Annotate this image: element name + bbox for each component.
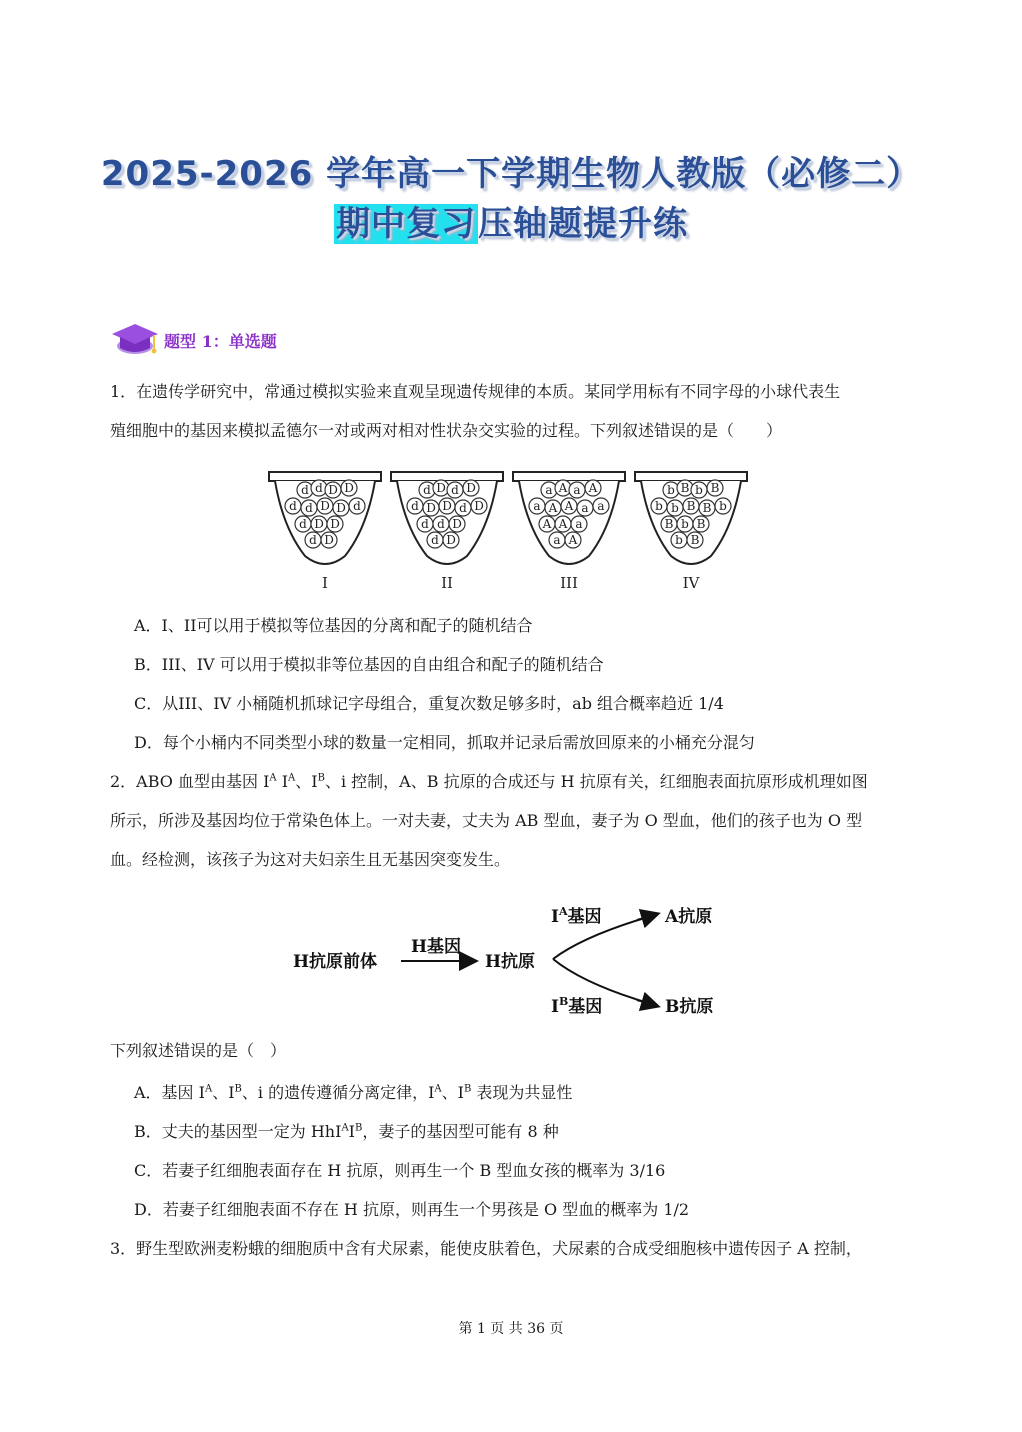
ball-letter: d	[451, 483, 459, 497]
q2-oa-c: 、i 的遗传遵循分离定律，I	[241, 1083, 435, 1102]
ball-letter: B	[710, 481, 720, 495]
q1-line2: 殖细胞中的基因来模拟孟德尔一对或两对相对性状杂交实验的过程。下列叙述错误的是（ ）	[110, 421, 783, 440]
ia-prefix: I	[551, 907, 559, 927]
bucket-lid	[269, 472, 381, 481]
q2-l1c: 、I	[295, 772, 318, 791]
page-title-line2	[0, 196, 1022, 245]
q3-line1: 3．野生型欧洲麦粉蛾的细胞质中含有犬尿素，能使皮肤着色，犬尿素的合成受细胞核中遗传因子 A 控制，	[110, 1239, 862, 1258]
ball-letter: a	[545, 483, 553, 497]
ia-suffix: 基因	[567, 907, 602, 927]
ball-letter: b	[695, 483, 703, 497]
page-footer: 第 1 页 共 36 页	[458, 1321, 564, 1337]
title-rest: 压轴题提升练	[478, 204, 688, 244]
q2-line1	[110, 771, 868, 793]
bucket-lid	[391, 472, 503, 481]
q2-oa-d: 、I	[441, 1083, 464, 1102]
bucket-label: IV	[682, 574, 700, 592]
ball-letter: d	[423, 483, 431, 497]
ball-letter: D	[442, 499, 452, 513]
bucket-lid	[635, 472, 747, 481]
branch-lines	[553, 915, 655, 1005]
q2-option-d: D．若妻子红细胞表面不存在 H 抗原，则再生一个男孩是 O 型血的概率为 1/2	[134, 1200, 690, 1219]
ball-letter: D	[474, 499, 484, 513]
section-label: 题型 1：单选题	[164, 331, 277, 351]
q2-ob-s2: B	[355, 1122, 363, 1134]
q1-option-c: C．从III、IV 小桶随机抓球记字母组合，重复次数足够多时，ab 组合概率趋近 1/4	[134, 694, 724, 713]
antigen-pathway-diagram	[285, 895, 745, 1025]
h-gene-label: H基因	[411, 937, 462, 957]
q2-ob-b: I	[348, 1122, 355, 1141]
q1-option-d: D．每个小桶内不同类型小球的数量一定相同，抓取并记录后需放回原来的小桶充分混匀	[134, 733, 755, 752]
ball-letter: d	[315, 481, 323, 495]
q2-sup2: A	[288, 772, 296, 784]
ball-letter: A	[588, 481, 598, 495]
ball-letter: b	[675, 533, 683, 547]
ball-letter: d	[309, 533, 317, 547]
bucket-1	[269, 472, 381, 592]
q2-sup3: B	[317, 772, 325, 784]
ball-letter: b	[655, 499, 663, 513]
ball-letter: D	[466, 481, 476, 495]
ia-sup: A	[558, 905, 568, 918]
q1-line1: 1．在遗传学研究中，常通过模拟实验来直观呈现遗传规律的本质。某同学用标有不同字母的小球代表生	[110, 382, 841, 401]
ball-letter: a	[573, 483, 581, 497]
ball-letter: a	[575, 517, 583, 531]
ball-letter: B	[664, 517, 674, 531]
ib-prefix: I	[551, 997, 559, 1017]
ball-letter: d	[437, 517, 445, 531]
graduation-cap-icon	[108, 320, 162, 360]
ball-letter: d	[289, 499, 297, 513]
ball-letter: A	[558, 481, 568, 495]
ball-letter: d	[431, 533, 439, 547]
bucket-lid	[513, 472, 625, 481]
q2-ob-c: ，妻子的基因型可能有 8 种	[362, 1122, 559, 1141]
section-header	[108, 318, 277, 362]
ball-letter: B	[690, 533, 700, 547]
ball-letter: A	[548, 501, 558, 515]
q2-oa-a: A．基因 I	[134, 1083, 205, 1102]
ball-letter: d	[411, 499, 419, 513]
ball-letter: B	[696, 517, 706, 531]
arrow-a	[637, 914, 657, 920]
q2-oa-s1: A	[204, 1083, 213, 1095]
q2-oa-e: 表现为共显性	[471, 1083, 573, 1102]
q1-option-b: B．III、IV 可以用于模拟非等位基因的自由组合和配子的随机结合	[134, 655, 604, 674]
q2-l1d: 、i 控制，A、B 抗原的合成还与 H 抗原有关，红细胞表面抗原形成机理如图	[324, 772, 868, 791]
title-highlight: 期中复习	[336, 204, 476, 244]
bucket-label: II	[441, 574, 453, 592]
q2-l1a: 2．ABO 血型由基因 I	[110, 772, 270, 791]
ball-letter: D	[336, 501, 346, 515]
a-antigen-label: A抗原	[665, 907, 713, 927]
ball-letter: D	[452, 517, 462, 531]
ball-letter: A	[542, 517, 552, 531]
ball-letter: B	[702, 501, 712, 515]
q2-oa-s3: A	[434, 1083, 442, 1095]
ball-letter: D	[344, 481, 354, 495]
q2-l1b: I	[276, 772, 289, 791]
ball-letter: b	[681, 517, 689, 531]
ia-gene-label	[551, 905, 602, 927]
q2-oa-s2: B	[234, 1083, 242, 1095]
ball-letter: D	[436, 481, 446, 495]
bucket-label: I	[322, 574, 328, 592]
q2-oa-b: 、I	[212, 1083, 235, 1102]
ib-suffix: 基因	[568, 997, 603, 1017]
bucket-figure	[265, 468, 765, 598]
bucket-2	[391, 472, 503, 592]
ball-letter: d	[305, 501, 313, 515]
ball-letter: A	[568, 533, 578, 547]
ball-letter: a	[553, 533, 561, 547]
q2-ob-s1: A	[341, 1122, 349, 1134]
bucket-label: III	[560, 574, 578, 592]
q1-option-a: A．I、II可以用于模拟等位基因的分离和配子的随机结合	[134, 616, 533, 635]
bucket-4	[635, 472, 747, 592]
ball-letter: b	[667, 483, 675, 497]
ball-letter: D	[324, 533, 334, 547]
q2-option-a	[134, 1082, 572, 1104]
page-title-line1: 2025-2026 学年高一下学期生物人教版（必修二）	[100, 154, 922, 194]
ball-letter: d	[299, 517, 307, 531]
ball-letter: D	[426, 501, 436, 515]
h-antigen-label: H抗原	[485, 952, 536, 972]
q2-option-b	[134, 1121, 559, 1143]
ball-letter: D	[320, 499, 330, 513]
ball-letter: A	[558, 517, 568, 531]
q2-prompt: 下列叙述错误的是（ ）	[110, 1041, 287, 1060]
ball-letter: a	[597, 499, 605, 513]
ball-letter: d	[301, 483, 309, 497]
b-antigen-label: B抗原	[665, 997, 714, 1017]
ib-gene-label	[551, 995, 602, 1017]
ball-letter: a	[533, 499, 541, 513]
ball-letter: b	[719, 499, 727, 513]
q2-ob-a: B．丈夫的基因型一定为 HhI	[134, 1122, 342, 1141]
q2-sup1: A	[269, 772, 277, 784]
ball-letter: a	[581, 501, 589, 515]
q2-line2: 所示，所涉及基因均位于常染色体上。一对夫妻，丈夫为 AB 型血，妻子为 O 型血，他们的孩子也为 O 型	[110, 811, 863, 830]
ball-letter: D	[328, 483, 338, 497]
ball-letter: D	[446, 533, 456, 547]
arrow-b	[637, 1000, 657, 1006]
q2-option-c: C．若妻子红细胞表面存在 H 抗原，则再生一个 B 型血女孩的概率为 3/16	[134, 1161, 666, 1180]
precursor-label: H抗原前体	[293, 952, 378, 972]
ball-letter: B	[686, 499, 696, 513]
ball-letter: d	[459, 501, 467, 515]
ib-sup: B	[558, 995, 569, 1008]
ball-letter: D	[330, 517, 340, 531]
ball-letter: D	[314, 517, 324, 531]
bucket-3	[513, 472, 625, 592]
ball-letter: d	[421, 517, 429, 531]
ball-letter: A	[564, 499, 574, 513]
ball-letter: b	[671, 501, 679, 515]
ball-letter: B	[680, 481, 690, 495]
q2-line3: 血。经检测，该孩子为这对夫妇亲生且无基因突变发生。	[110, 850, 511, 869]
q2-oa-s4: B	[463, 1083, 472, 1095]
ball-letter: d	[353, 499, 361, 513]
